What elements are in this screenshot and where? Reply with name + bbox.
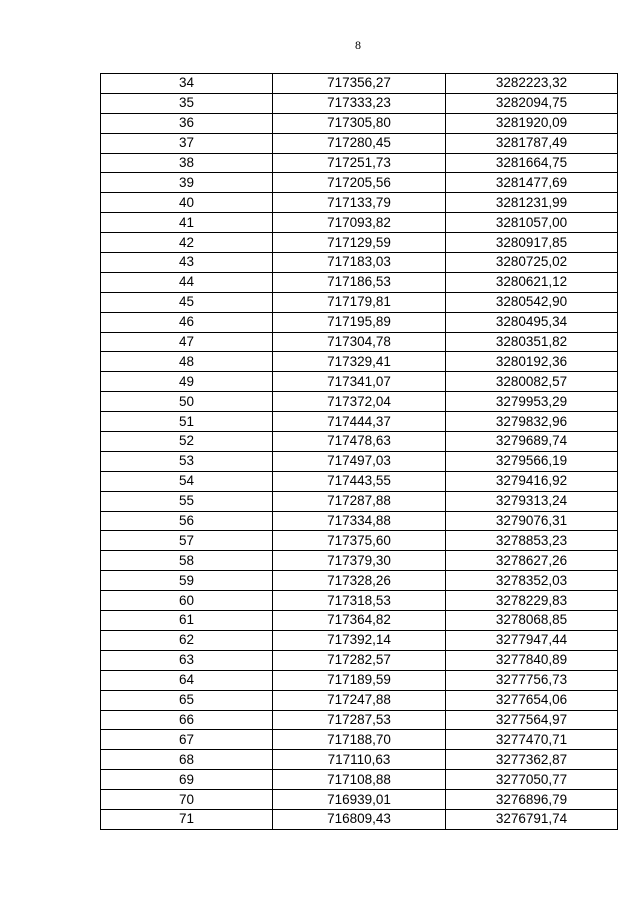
point-number-cell: 68 <box>101 750 273 770</box>
x-coordinate-cell: 717364,82 <box>273 611 446 631</box>
table-row <box>101 531 618 551</box>
y-coordinate-cell: 3280082,57 <box>446 372 618 392</box>
point-number-cell: 70 <box>101 790 273 810</box>
y-coordinate-cell: 3280917,85 <box>446 233 618 253</box>
point-number-cell: 53 <box>101 451 273 471</box>
x-coordinate-cell: 717110,63 <box>273 750 446 770</box>
x-coordinate-cell: 716939,01 <box>273 790 446 810</box>
x-coordinate-cell: 717280,45 <box>273 133 446 153</box>
x-coordinate-cell: 717478,63 <box>273 432 446 452</box>
y-coordinate-cell: 3278627,26 <box>446 551 618 571</box>
y-coordinate-cell: 3276896,79 <box>446 790 618 810</box>
page-number: 8 <box>355 38 361 52</box>
y-coordinate-cell: 3277362,87 <box>446 750 618 770</box>
x-coordinate-cell: 717375,60 <box>273 531 446 551</box>
y-coordinate-cell: 3277840,89 <box>446 650 618 670</box>
y-coordinate-cell: 3278229,83 <box>446 591 618 611</box>
table-row <box>101 133 618 153</box>
point-number-cell: 48 <box>101 352 273 372</box>
x-coordinate-cell: 717188,70 <box>273 730 446 750</box>
table-row <box>101 352 618 372</box>
point-number-cell: 43 <box>101 253 273 273</box>
x-coordinate-cell: 717108,88 <box>273 770 446 790</box>
table-row <box>101 770 618 790</box>
y-coordinate-cell: 3282094,75 <box>446 93 618 113</box>
point-number-cell: 58 <box>101 551 273 571</box>
x-coordinate-cell: 717129,59 <box>273 233 446 253</box>
y-coordinate-cell: 3278853,23 <box>446 531 618 551</box>
table-row <box>101 690 618 710</box>
y-coordinate-cell: 3280351,82 <box>446 332 618 352</box>
point-number-cell: 55 <box>101 491 273 511</box>
x-coordinate-cell: 717334,88 <box>273 511 446 531</box>
x-coordinate-cell: 717183,03 <box>273 253 446 273</box>
point-number-cell: 65 <box>101 690 273 710</box>
x-coordinate-cell: 717304,78 <box>273 332 446 352</box>
y-coordinate-cell: 3279566,19 <box>446 451 618 471</box>
point-number-cell: 51 <box>101 412 273 432</box>
x-coordinate-cell: 717093,82 <box>273 213 446 233</box>
x-coordinate-cell: 717205,56 <box>273 173 446 193</box>
x-coordinate-cell: 717372,04 <box>273 392 446 412</box>
table-row <box>101 471 618 491</box>
y-coordinate-cell: 3277564,97 <box>446 710 618 730</box>
x-coordinate-cell: 717497,03 <box>273 451 446 471</box>
table-row <box>101 710 618 730</box>
y-coordinate-cell: 3282223,32 <box>446 74 618 94</box>
point-number-cell: 57 <box>101 531 273 551</box>
y-coordinate-cell: 3277947,44 <box>446 630 618 650</box>
point-number-cell: 41 <box>101 213 273 233</box>
table-row <box>101 372 618 392</box>
coordinates-table <box>100 73 618 830</box>
table-row <box>101 193 618 213</box>
point-number-cell: 46 <box>101 312 273 332</box>
table-row <box>101 571 618 591</box>
table-row <box>101 730 618 750</box>
x-coordinate-cell: 717333,23 <box>273 93 446 113</box>
point-number-cell: 59 <box>101 571 273 591</box>
table-row <box>101 750 618 770</box>
table-row <box>101 630 618 650</box>
y-coordinate-cell: 3279076,31 <box>446 511 618 531</box>
x-coordinate-cell: 717133,79 <box>273 193 446 213</box>
table-row <box>101 412 618 432</box>
table-row <box>101 611 618 631</box>
point-number-cell: 47 <box>101 332 273 352</box>
point-number-cell: 38 <box>101 153 273 173</box>
point-number-cell: 34 <box>101 74 273 94</box>
x-coordinate-cell: 717287,88 <box>273 491 446 511</box>
table-row <box>101 511 618 531</box>
y-coordinate-cell: 3281231,99 <box>446 193 618 213</box>
table-row <box>101 173 618 193</box>
point-number-cell: 67 <box>101 730 273 750</box>
x-coordinate-cell: 717287,53 <box>273 710 446 730</box>
x-coordinate-cell: 717318,53 <box>273 591 446 611</box>
x-coordinate-cell: 717282,57 <box>273 650 446 670</box>
table-row <box>101 670 618 690</box>
table-row <box>101 233 618 253</box>
point-number-cell: 44 <box>101 272 273 292</box>
table-row <box>101 113 618 133</box>
table-row <box>101 809 618 829</box>
x-coordinate-cell: 717356,27 <box>273 74 446 94</box>
point-number-cell: 35 <box>101 93 273 113</box>
table-row <box>101 292 618 312</box>
table-row <box>101 153 618 173</box>
point-number-cell: 61 <box>101 611 273 631</box>
point-number-cell: 52 <box>101 432 273 452</box>
point-number-cell: 64 <box>101 670 273 690</box>
table-row <box>101 790 618 810</box>
table-row <box>101 74 618 94</box>
y-coordinate-cell: 3277470,71 <box>446 730 618 750</box>
x-coordinate-cell: 716809,43 <box>273 809 446 829</box>
point-number-cell: 37 <box>101 133 273 153</box>
x-coordinate-cell: 717189,59 <box>273 670 446 690</box>
x-coordinate-cell: 717305,80 <box>273 113 446 133</box>
point-number-cell: 40 <box>101 193 273 213</box>
y-coordinate-cell: 3280621,12 <box>446 272 618 292</box>
point-number-cell: 62 <box>101 630 273 650</box>
y-coordinate-cell: 3281787,49 <box>446 133 618 153</box>
table-row <box>101 551 618 571</box>
x-coordinate-cell: 717328,26 <box>273 571 446 591</box>
y-coordinate-cell: 3279953,29 <box>446 392 618 412</box>
table-row <box>101 332 618 352</box>
point-number-cell: 66 <box>101 710 273 730</box>
y-coordinate-cell: 3281920,09 <box>446 113 618 133</box>
table-row <box>101 650 618 670</box>
x-coordinate-cell: 717341,07 <box>273 372 446 392</box>
point-number-cell: 39 <box>101 173 273 193</box>
y-coordinate-cell: 3277654,06 <box>446 690 618 710</box>
point-number-cell: 54 <box>101 471 273 491</box>
y-coordinate-cell: 3280542,90 <box>446 292 618 312</box>
x-coordinate-cell: 717329,41 <box>273 352 446 372</box>
table-row <box>101 451 618 471</box>
y-coordinate-cell: 3281477,69 <box>446 173 618 193</box>
coordinates-table-body <box>101 74 618 830</box>
y-coordinate-cell: 3281057,00 <box>446 213 618 233</box>
point-number-cell: 45 <box>101 292 273 312</box>
point-number-cell: 56 <box>101 511 273 531</box>
table-row <box>101 591 618 611</box>
point-number-cell: 42 <box>101 233 273 253</box>
point-number-cell: 69 <box>101 770 273 790</box>
point-number-cell: 60 <box>101 591 273 611</box>
x-coordinate-cell: 717379,30 <box>273 551 446 571</box>
y-coordinate-cell: 3279832,96 <box>446 412 618 432</box>
y-coordinate-cell: 3279313,24 <box>446 491 618 511</box>
table-row <box>101 93 618 113</box>
x-coordinate-cell: 717392,14 <box>273 630 446 650</box>
table-row <box>101 491 618 511</box>
y-coordinate-cell: 3281664,75 <box>446 153 618 173</box>
x-coordinate-cell: 717443,55 <box>273 471 446 491</box>
table-row <box>101 213 618 233</box>
x-coordinate-cell: 717186,53 <box>273 272 446 292</box>
x-coordinate-cell: 717195,89 <box>273 312 446 332</box>
x-coordinate-cell: 717247,88 <box>273 690 446 710</box>
y-coordinate-cell: 3279689,74 <box>446 432 618 452</box>
point-number-cell: 36 <box>101 113 273 133</box>
point-number-cell: 50 <box>101 392 273 412</box>
y-coordinate-cell: 3278352,03 <box>446 571 618 591</box>
table-row <box>101 312 618 332</box>
y-coordinate-cell: 3280495,34 <box>446 312 618 332</box>
x-coordinate-cell: 717179,81 <box>273 292 446 312</box>
y-coordinate-cell: 3279416,92 <box>446 471 618 491</box>
x-coordinate-cell: 717444,37 <box>273 412 446 432</box>
x-coordinate-cell: 717251,73 <box>273 153 446 173</box>
table-row <box>101 432 618 452</box>
table-row <box>101 253 618 273</box>
table-row <box>101 272 618 292</box>
point-number-cell: 71 <box>101 809 273 829</box>
y-coordinate-cell: 3280192,36 <box>446 352 618 372</box>
y-coordinate-cell: 3276791,74 <box>446 809 618 829</box>
y-coordinate-cell: 3277756,73 <box>446 670 618 690</box>
point-number-cell: 49 <box>101 372 273 392</box>
table-row <box>101 392 618 412</box>
y-coordinate-cell: 3280725,02 <box>446 253 618 273</box>
point-number-cell: 63 <box>101 650 273 670</box>
y-coordinate-cell: 3278068,85 <box>446 611 618 631</box>
y-coordinate-cell: 3277050,77 <box>446 770 618 790</box>
